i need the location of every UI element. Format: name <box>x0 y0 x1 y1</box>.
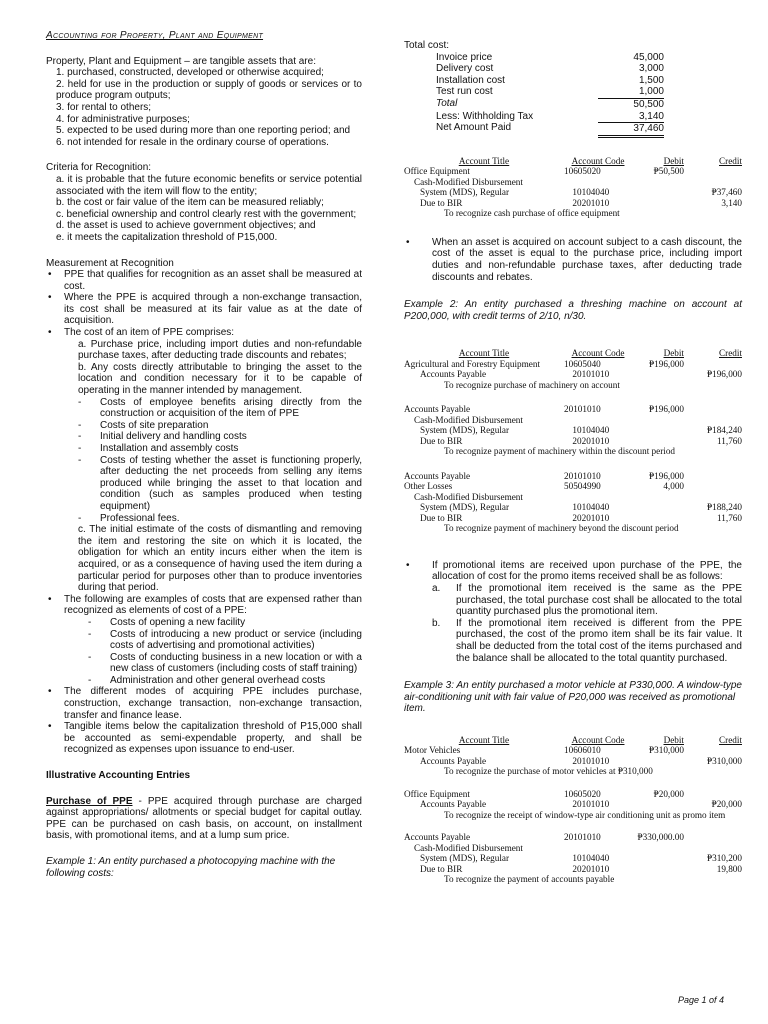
account-code: 20201010 <box>572 435 610 446</box>
journal-row <box>404 198 742 209</box>
credit-amount: ₱196,000 <box>707 369 742 380</box>
bullet-item: • Tangible items below the capitalization threshold of P15,000 shall be accounted as semi-expendable property, and shall be recognized as expenses upon issuance to end-user. <box>48 721 362 756</box>
debit-amount <box>635 415 685 426</box>
account-code: 10605040 <box>564 358 601 369</box>
credit-amount: ₱310,000 <box>707 755 742 766</box>
credit-amount: 3,140 <box>721 197 742 208</box>
journal-row <box>404 359 742 370</box>
journal-row <box>404 756 742 767</box>
account-title: Accounts Payable <box>420 799 487 810</box>
debit-amount: 4,000 <box>663 481 684 492</box>
dash-item: - Professional fees. <box>78 512 180 524</box>
account-title: Due to BIR <box>420 435 463 446</box>
debit-amount <box>637 864 687 875</box>
journal-entry-1 <box>404 156 742 219</box>
example-1: Example 1: An entity purchased a photocopying machine with the following costs: <box>46 856 336 879</box>
account-title: Due to BIR <box>420 512 463 523</box>
journal-row <box>404 853 742 864</box>
cost-item-c: c. The initial estimate of the costs of dismantling and removing the item and restoring the site on which it is located, the obligation for which an entity incurs either when the item is acquired, or as a consequence of having used the item during a particular period for purposes other than to produce inventories during that period. <box>78 524 362 594</box>
bullet-item: • When an asset is acquired on account subject to a cash discount, the cost of the asset is equal to the purchase price, including import duties and non-refundable purchase taxes, after deducting trade discounts and rebates. <box>406 236 742 283</box>
account-code: 20101010 <box>572 369 610 380</box>
right-column <box>404 40 742 885</box>
list-item: 2. held for use in the production or supply of goods or services or to produce program outputs; <box>56 78 362 102</box>
account-code: 10605020 <box>564 788 601 799</box>
credit-amount: ₱184,240 <box>707 425 742 436</box>
debit-amount: ₱50,500 <box>653 166 684 177</box>
dash-item: - Costs of testing whether the asset is functioning properly, after deducting the net proceeds from selling any items produced while bringing the asset to that location and condition (such as samples produced when testing equipment) <box>78 454 362 512</box>
criteria-list <box>46 174 362 244</box>
journal-row <box>404 404 742 415</box>
journal-header: Account Title Account Code Debit Credit <box>458 155 742 166</box>
journal-entry-3 <box>404 735 742 885</box>
account-code: 10606010 <box>564 745 601 756</box>
dash-item: - Costs of site preparation <box>78 419 209 431</box>
account-title: System (MDS), Regular <box>420 853 510 864</box>
purchase-text: - PPE acquired through purchase are charged against appropriations/ allotments or special budget for capital outlay. PPE can be purchased on cash basis, on account, on installment basis, with promotional items, and at a lump sum price. <box>46 795 362 842</box>
debit-amount <box>637 853 687 864</box>
account-title: Other Losses <box>404 481 453 492</box>
journal-row <box>404 166 742 177</box>
account-title: Motor Vehicles <box>404 745 461 756</box>
entry-description: To recognize purchase of machinery on account <box>444 379 620 390</box>
journal-entry-2 <box>404 348 742 534</box>
account-title: Cash-Modified Disbursement <box>414 842 523 853</box>
bullet-item: • The following are examples of costs that are expensed rather than recognized as elements of cost of a PPE: <box>48 593 362 617</box>
journal-row <box>404 745 742 756</box>
credit-amount <box>684 359 742 370</box>
list-item: 4. for administrative purposes; <box>56 113 190 125</box>
criteria-heading: Criteria for Recognition: <box>46 162 152 174</box>
table-row: Test run cost 1,000 <box>436 86 664 98</box>
bullet-icon: • <box>48 292 52 304</box>
credit-amount <box>684 745 742 756</box>
account-title: Due to BIR <box>420 863 463 874</box>
account-title: System (MDS), Regular <box>420 425 510 436</box>
credit-amount: ₱310,200 <box>707 853 742 864</box>
bullet-icon: • <box>406 236 410 248</box>
credit-amount <box>686 415 742 426</box>
bullet-icon: • <box>406 559 410 571</box>
credit-amount: 11,760 <box>717 435 742 446</box>
account-title: Office Equipment <box>404 788 470 799</box>
credit-amount <box>684 481 742 492</box>
left-column <box>46 30 362 879</box>
debit-amount <box>635 843 685 854</box>
credit-amount: 19,800 <box>716 863 742 874</box>
account-code: 20101010 <box>564 470 601 481</box>
dash-item: - Installation and assembly costs <box>78 443 239 454</box>
table-row: Invoice price 45,000 <box>436 51 664 63</box>
account-title: Cash-Modified Disbursement <box>414 176 523 187</box>
entry-description: To recognize payment of machinery within the discount period <box>444 446 676 457</box>
journal-row <box>404 843 742 854</box>
table-row: Net Amount Paid 37,460 <box>404 122 664 138</box>
credit-amount <box>686 843 742 854</box>
dash-item: - Costs of employee benefits arising directly from the construction or acquisition of the item of PPE <box>78 396 362 420</box>
account-code <box>569 492 635 503</box>
journal-row <box>404 502 742 513</box>
example-3: Example 3: An entity purchased a motor vehicle at P330,000. A window-type air-conditioning unit with fair value of P20,000 was received as promotional item. <box>404 680 742 715</box>
debit-amount <box>637 756 687 767</box>
debit-amount <box>637 369 687 380</box>
credit-amount <box>686 177 742 188</box>
dash-item: - Costs of opening a new facility <box>88 616 246 628</box>
bullet-icon: • <box>48 327 52 339</box>
credit-amount: ₱37,460 <box>711 187 742 198</box>
entry-description: To recognize the payment of accounts payable <box>444 874 615 885</box>
table-row: Installation cost 1,500 <box>436 74 664 86</box>
debit-amount <box>635 492 685 503</box>
journal-row <box>404 513 742 524</box>
debit-amount: ₱196,000 <box>649 470 684 481</box>
account-code: 10104040 <box>572 853 610 864</box>
account-title: System (MDS), Regular <box>420 187 510 198</box>
measurement-heading: Measurement at Recognition <box>46 257 174 269</box>
journal-row <box>404 832 742 843</box>
debit-amount <box>637 513 687 524</box>
journal-row <box>404 436 742 447</box>
bullet-item: • The different modes of acquiring PPE includes purchase, construction, exchange transaction, non-exchange transaction, transfer and finance lease. <box>48 686 362 721</box>
account-code: 10605020 <box>564 166 601 177</box>
credit-amount <box>684 404 742 415</box>
list-item: b. the cost or fair value of the item can be measured reliably; <box>56 197 324 209</box>
page-title: Accounting for Property, Plant and Equipment <box>46 30 264 41</box>
debit-amount: ₱330,000.00 <box>637 832 684 843</box>
journal-row <box>404 481 742 492</box>
journal-row <box>404 471 742 482</box>
illustrative-heading: Illustrative Accounting Entries <box>46 770 191 782</box>
debit-amount <box>637 799 687 810</box>
entry-description: To recognize cash purchase of office equipment <box>444 208 620 219</box>
account-code: 20101010 <box>572 799 610 810</box>
dash-item: - Costs of conducting business in a new location or with a new class of customers (including costs of staff training) <box>88 651 362 675</box>
list-item: 1. purchased, constructed, developed or otherwise acquired; <box>56 67 324 79</box>
list-item: a. it is probable that the future economic benefits or service potential associated with the item will flow to the entity; <box>56 173 362 197</box>
credit-amount: ₱188,240 <box>707 502 742 513</box>
account-title: Due to BIR <box>420 197 463 208</box>
journal-row <box>404 789 742 800</box>
credit-amount <box>684 166 742 177</box>
journal-row <box>404 425 742 436</box>
bullet-item: • Where the PPE is acquired through a non-exchange transaction, its cost shall be measured at its fair value as at the date of acquisition. <box>48 292 362 327</box>
account-title: Accounts Payable <box>404 404 471 415</box>
account-title: System (MDS), Regular <box>420 502 510 513</box>
account-code: 20101010 <box>572 755 610 766</box>
account-title: Accounts Payable <box>404 470 471 481</box>
account-code: 10104040 <box>572 425 610 436</box>
list-item: 3. for rental to others; <box>56 101 152 113</box>
debit-amount: ₱196,000 <box>649 358 684 369</box>
credit-amount <box>684 789 742 800</box>
account-code <box>569 843 635 854</box>
credit-amount: ₱20,000 <box>711 799 742 810</box>
purchase-paragraph <box>46 796 362 842</box>
cost-item-a: a. Purchase price, including import duties and non-refundable purchase taxes, after deducting trade discounts and rebates; <box>78 338 362 362</box>
total-cost-table <box>404 52 664 138</box>
bullet-item: • PPE that qualifies for recognition as an asset shall be measured at cost. <box>48 269 362 292</box>
bullet-icon: • <box>48 686 52 698</box>
example-2: Example 2: An entity purchased a threshing machine on account at P200,000, with credit terms of 2/10, n/30. <box>404 299 742 322</box>
account-code: 20201010 <box>572 863 610 874</box>
list-item: 6. not intended for resale in the ordinary course of operations. <box>56 136 329 148</box>
table-row: Less: Withholding Tax 3,140 <box>436 110 664 122</box>
journal-header: Account Title Account Code Debit Credit <box>458 734 742 745</box>
credit-amount: 11,760 <box>717 512 742 523</box>
journal-row <box>404 177 742 188</box>
debit-amount: ₱310,000 <box>649 745 684 756</box>
account-code <box>569 177 635 188</box>
journal-row <box>404 799 742 810</box>
account-code: 10104040 <box>572 502 610 513</box>
debit-amount <box>637 187 687 198</box>
entry-description: To recognize the receipt of window-type air conditioning unit as promo item <box>444 809 726 820</box>
account-title: Office Equipment <box>404 166 470 177</box>
account-code <box>569 415 635 426</box>
account-code: 20101010 <box>564 832 601 843</box>
bullet-item: • If promotional items are received upon purchase of the PPE, the allocation of cost for the promo items received shall be as follows: <box>406 559 742 583</box>
account-title: Cash-Modified Disbursement <box>414 414 523 425</box>
account-code: 20201010 <box>572 197 610 208</box>
bullet-item: • The cost of an item of PPE comprises: <box>48 327 235 339</box>
ppe-definition: Property, Plant and Equipment – are tangible assets that are: <box>46 55 316 67</box>
list-item: c. beneficial ownership and control clearly rest with the government; <box>56 208 357 220</box>
account-title: Cash-Modified Disbursement <box>414 491 523 502</box>
account-title: Agricultural and Forestry Equipment <box>404 358 540 369</box>
credit-amount <box>684 832 742 843</box>
table-row: Delivery cost 3,000 <box>436 63 664 75</box>
journal-row <box>404 415 742 426</box>
debit-amount: ₱196,000 <box>649 404 684 415</box>
list-item: e. it meets the capitalization threshold of P15,000. <box>56 231 278 243</box>
bullet-icon: • <box>48 593 52 605</box>
account-code: 50504990 <box>564 481 601 492</box>
account-code: 20201010 <box>572 512 610 523</box>
entry-description: To recognize payment of machinery beyond the discount period <box>444 523 679 534</box>
dash-item: - Initial delivery and handling costs <box>78 431 247 443</box>
promo-item-b: b. If the promotional item received is different from the PPE purchased, the cost of the promo item shall be its fair value. It shall be deducted from the total cost of the items purchased and the balance shall be allocated to the total quantity purchased. <box>432 617 742 664</box>
total-cost-heading: Total cost: <box>404 40 450 51</box>
debit-amount: ₱20,000 <box>653 788 684 799</box>
promo-item-a: a. If the promotional item received is the same as the PPE purchased, the total purchase cost shall be allocated to the total quantity purchased plus the promotional item. <box>432 583 742 618</box>
credit-amount <box>684 471 742 482</box>
account-title: Accounts Payable <box>404 832 471 843</box>
table-row: Total 50,500 <box>436 97 664 110</box>
credit-amount <box>686 492 742 503</box>
dash-item: - Administration and other general overhead costs <box>88 674 326 686</box>
account-title: Accounts Payable <box>420 369 487 380</box>
journal-row <box>404 187 742 198</box>
journal-row <box>404 369 742 380</box>
bullet-icon: • <box>48 269 52 281</box>
journal-row <box>404 492 742 503</box>
dash-item: - Costs of introducing a new product or service (including costs of advertising and promotional activities) <box>88 628 362 652</box>
debit-amount <box>637 425 687 436</box>
journal-row <box>404 864 742 875</box>
debit-amount <box>637 198 687 209</box>
list-item: d. the asset is used to achieve government objectives; and <box>56 220 316 232</box>
list-item: 5. expected to be used during more than one reporting period; and <box>56 125 351 137</box>
debit-amount <box>637 502 687 513</box>
account-title: Accounts Payable <box>420 755 487 766</box>
journal-header: Account Title Account Code Debit Credit <box>458 348 742 359</box>
purchase-label: Purchase of PPE <box>46 795 133 807</box>
debit-amount <box>635 177 685 188</box>
debit-amount <box>637 436 687 447</box>
definition-list <box>46 67 362 148</box>
bullet-icon: • <box>48 721 52 733</box>
page-footer: Page 1 of 4 <box>677 995 724 1005</box>
entry-description: To recognize the purchase of motor vehicles at ₱310,000 <box>444 766 653 777</box>
account-code: 20101010 <box>564 404 601 415</box>
account-code: 10104040 <box>572 187 610 198</box>
cost-item-b: b. Any costs directly attributable to bringing the asset to the location and condition necessary for it to be capable of operating in the manner intended by management. <box>78 361 362 397</box>
